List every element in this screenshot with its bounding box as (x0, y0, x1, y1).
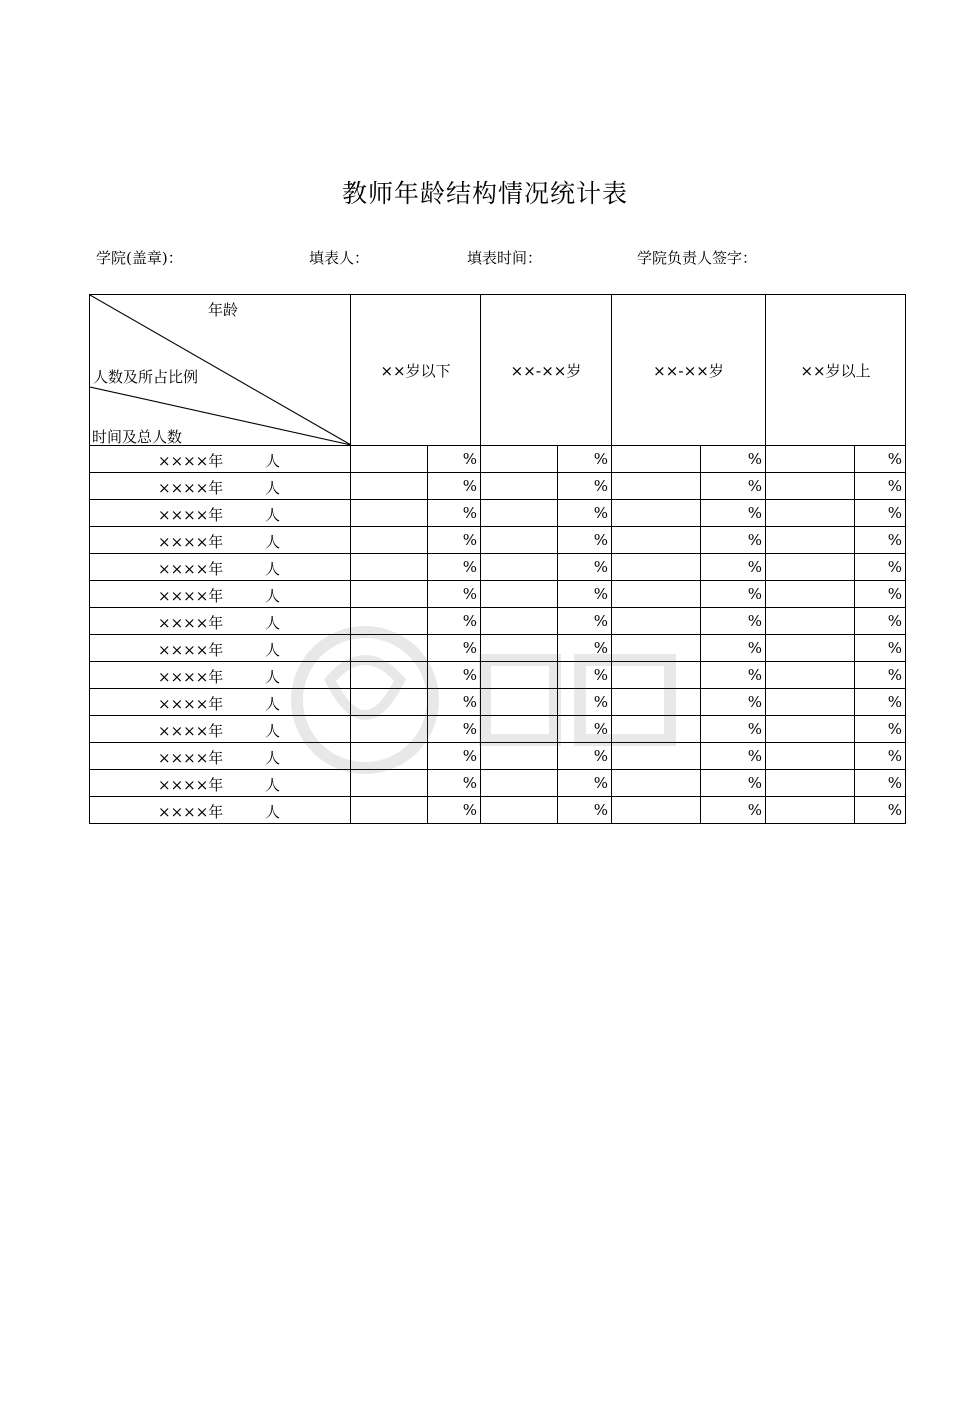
percent-cell: % (428, 500, 481, 527)
percent-cell: % (855, 446, 906, 473)
count-cell (612, 527, 701, 554)
percent-cell: % (428, 689, 481, 716)
count-cell (351, 743, 428, 770)
table-row (90, 797, 906, 824)
year-cell (90, 554, 351, 581)
people-unit-label: 人 (265, 452, 281, 470)
count-cell (766, 743, 855, 770)
percent-cell: % (558, 446, 612, 473)
percent-cell: % (558, 797, 612, 824)
table-row (90, 527, 906, 554)
count-cell (481, 473, 558, 500)
table-row (90, 446, 906, 473)
percent-cell: % (855, 797, 906, 824)
percent-cell: % (428, 662, 481, 689)
percent-cell: % (855, 743, 906, 770)
percent-cell: % (558, 581, 612, 608)
percent-cell: % (558, 608, 612, 635)
column-header: ××-××岁 (612, 295, 766, 446)
percent-cell: % (428, 770, 481, 797)
table-row (90, 608, 906, 635)
people-unit-label: 人 (265, 533, 281, 551)
count-cell (351, 473, 428, 500)
year-cell (90, 473, 351, 500)
people-unit-label: 人 (265, 641, 281, 659)
percent-cell: % (428, 716, 481, 743)
table-row (90, 716, 906, 743)
year-label: ××××年 (158, 614, 224, 632)
table-row (90, 554, 906, 581)
percent-cell: % (701, 608, 766, 635)
percent-cell: % (855, 473, 906, 500)
count-cell (766, 797, 855, 824)
count-cell (766, 554, 855, 581)
count-cell (612, 770, 701, 797)
year-cell (90, 446, 351, 473)
count-cell (766, 581, 855, 608)
count-cell (766, 500, 855, 527)
table-row (90, 581, 906, 608)
percent-cell: % (428, 446, 481, 473)
count-cell (481, 527, 558, 554)
year-label: ××××年 (158, 452, 224, 470)
count-cell (612, 716, 701, 743)
page-title: 教师年龄结构情况统计表 (341, 179, 628, 208)
percent-cell: % (558, 635, 612, 662)
year-cell (90, 581, 351, 608)
year-label: ××××年 (158, 668, 224, 686)
percent-cell: % (701, 554, 766, 581)
diagonal-header-cell (90, 295, 351, 446)
count-cell (612, 689, 701, 716)
year-cell (90, 716, 351, 743)
year-label: ××××年 (158, 506, 224, 524)
percent-cell: % (855, 608, 906, 635)
fill-time-label: 填表时间： (467, 249, 543, 267)
corner-age-label: 年龄 (208, 301, 239, 319)
count-cell (612, 554, 701, 581)
people-unit-label: 人 (265, 587, 281, 605)
table-row (90, 743, 906, 770)
percent-cell: % (855, 716, 906, 743)
count-cell (766, 635, 855, 662)
count-cell (481, 743, 558, 770)
count-cell (766, 608, 855, 635)
college-seal-label: 学院(盖章)： (96, 249, 183, 267)
percent-cell: % (428, 608, 481, 635)
count-cell (481, 716, 558, 743)
people-unit-label: 人 (265, 506, 281, 524)
percent-cell: % (701, 716, 766, 743)
count-cell (351, 662, 428, 689)
filler-label: 填表人： (309, 249, 370, 267)
table-row (90, 689, 906, 716)
percent-cell: % (558, 500, 612, 527)
count-cell (612, 743, 701, 770)
percent-cell: % (428, 797, 481, 824)
people-unit-label: 人 (265, 749, 281, 767)
percent-cell: % (855, 554, 906, 581)
count-cell (351, 797, 428, 824)
year-label: ××××年 (158, 722, 224, 740)
percent-cell: % (701, 743, 766, 770)
count-cell (766, 770, 855, 797)
head-signature-label: 学院负责人签字： (637, 249, 758, 267)
corner-time-total-label: 时间及总人数 (92, 428, 183, 446)
column-header: ××岁以下 (351, 295, 481, 446)
year-label: ××××年 (158, 803, 224, 821)
count-cell (612, 500, 701, 527)
percent-cell: % (428, 527, 481, 554)
percent-cell: % (701, 662, 766, 689)
count-cell (766, 689, 855, 716)
table-header-row (90, 295, 906, 446)
count-cell (481, 770, 558, 797)
table-row (90, 662, 906, 689)
year-cell (90, 527, 351, 554)
count-cell (481, 554, 558, 581)
percent-cell: % (558, 689, 612, 716)
percent-cell: % (701, 797, 766, 824)
percent-cell: % (428, 473, 481, 500)
count-cell (481, 797, 558, 824)
column-header: ××-××岁 (481, 295, 612, 446)
table-row (90, 770, 906, 797)
year-label: ××××年 (158, 560, 224, 578)
count-cell (766, 473, 855, 500)
count-cell (351, 554, 428, 581)
count-cell (481, 635, 558, 662)
year-cell (90, 743, 351, 770)
year-label: ××××年 (158, 695, 224, 713)
count-cell (481, 662, 558, 689)
people-unit-label: 人 (265, 722, 281, 740)
count-cell (481, 689, 558, 716)
percent-cell: % (701, 473, 766, 500)
percent-cell: % (855, 662, 906, 689)
count-cell (351, 716, 428, 743)
count-cell (612, 635, 701, 662)
percent-cell: % (701, 500, 766, 527)
people-unit-label: 人 (265, 560, 281, 578)
count-cell (766, 662, 855, 689)
percent-cell: % (558, 716, 612, 743)
table-row (90, 473, 906, 500)
percent-cell: % (428, 554, 481, 581)
percent-cell: % (701, 635, 766, 662)
count-cell (766, 716, 855, 743)
year-label: ××××年 (158, 587, 224, 605)
year-label: ××××年 (158, 533, 224, 551)
people-unit-label: 人 (265, 479, 281, 497)
count-cell (481, 446, 558, 473)
people-unit-label: 人 (265, 803, 281, 821)
percent-cell: % (558, 554, 612, 581)
year-cell (90, 635, 351, 662)
percent-cell: % (701, 581, 766, 608)
count-cell (612, 581, 701, 608)
count-cell (351, 527, 428, 554)
percent-cell: % (855, 500, 906, 527)
percent-cell: % (558, 662, 612, 689)
percent-cell: % (855, 527, 906, 554)
count-cell (612, 608, 701, 635)
count-cell (612, 446, 701, 473)
people-unit-label: 人 (265, 695, 281, 713)
year-label: ××××年 (158, 776, 224, 794)
year-cell (90, 770, 351, 797)
percent-cell: % (558, 473, 612, 500)
percent-cell: % (855, 689, 906, 716)
year-cell (90, 500, 351, 527)
count-cell (612, 662, 701, 689)
people-unit-label: 人 (265, 668, 281, 686)
percent-cell: % (428, 743, 481, 770)
percent-cell: % (855, 770, 906, 797)
year-cell (90, 689, 351, 716)
count-cell (351, 581, 428, 608)
percent-cell: % (701, 770, 766, 797)
year-cell (90, 797, 351, 824)
count-cell (351, 446, 428, 473)
table-row (90, 635, 906, 662)
percent-cell: % (701, 689, 766, 716)
table-row (90, 500, 906, 527)
year-label: ××××年 (158, 749, 224, 767)
count-cell (351, 608, 428, 635)
percent-cell: % (558, 743, 612, 770)
count-cell (351, 635, 428, 662)
corner-count-ratio-label: 人数及所占比例 (93, 368, 199, 386)
year-cell (90, 662, 351, 689)
count-cell (481, 608, 558, 635)
count-cell (612, 797, 701, 824)
count-cell (481, 500, 558, 527)
year-label: ××××年 (158, 641, 224, 659)
percent-cell: % (701, 446, 766, 473)
percent-cell: % (428, 581, 481, 608)
count-cell (351, 770, 428, 797)
year-label: ××××年 (158, 479, 224, 497)
count-cell (481, 581, 558, 608)
percent-cell: % (855, 581, 906, 608)
year-cell (90, 608, 351, 635)
count-cell (351, 500, 428, 527)
percent-cell: % (558, 770, 612, 797)
percent-cell: % (428, 635, 481, 662)
people-unit-label: 人 (265, 776, 281, 794)
people-unit-label: 人 (265, 614, 281, 632)
percent-cell: % (558, 527, 612, 554)
count-cell (612, 473, 701, 500)
count-cell (351, 689, 428, 716)
age-structure-table (89, 294, 906, 824)
percent-cell: % (855, 635, 906, 662)
count-cell (766, 446, 855, 473)
column-header: ××岁以上 (766, 295, 906, 446)
percent-cell: % (701, 527, 766, 554)
count-cell (766, 527, 855, 554)
